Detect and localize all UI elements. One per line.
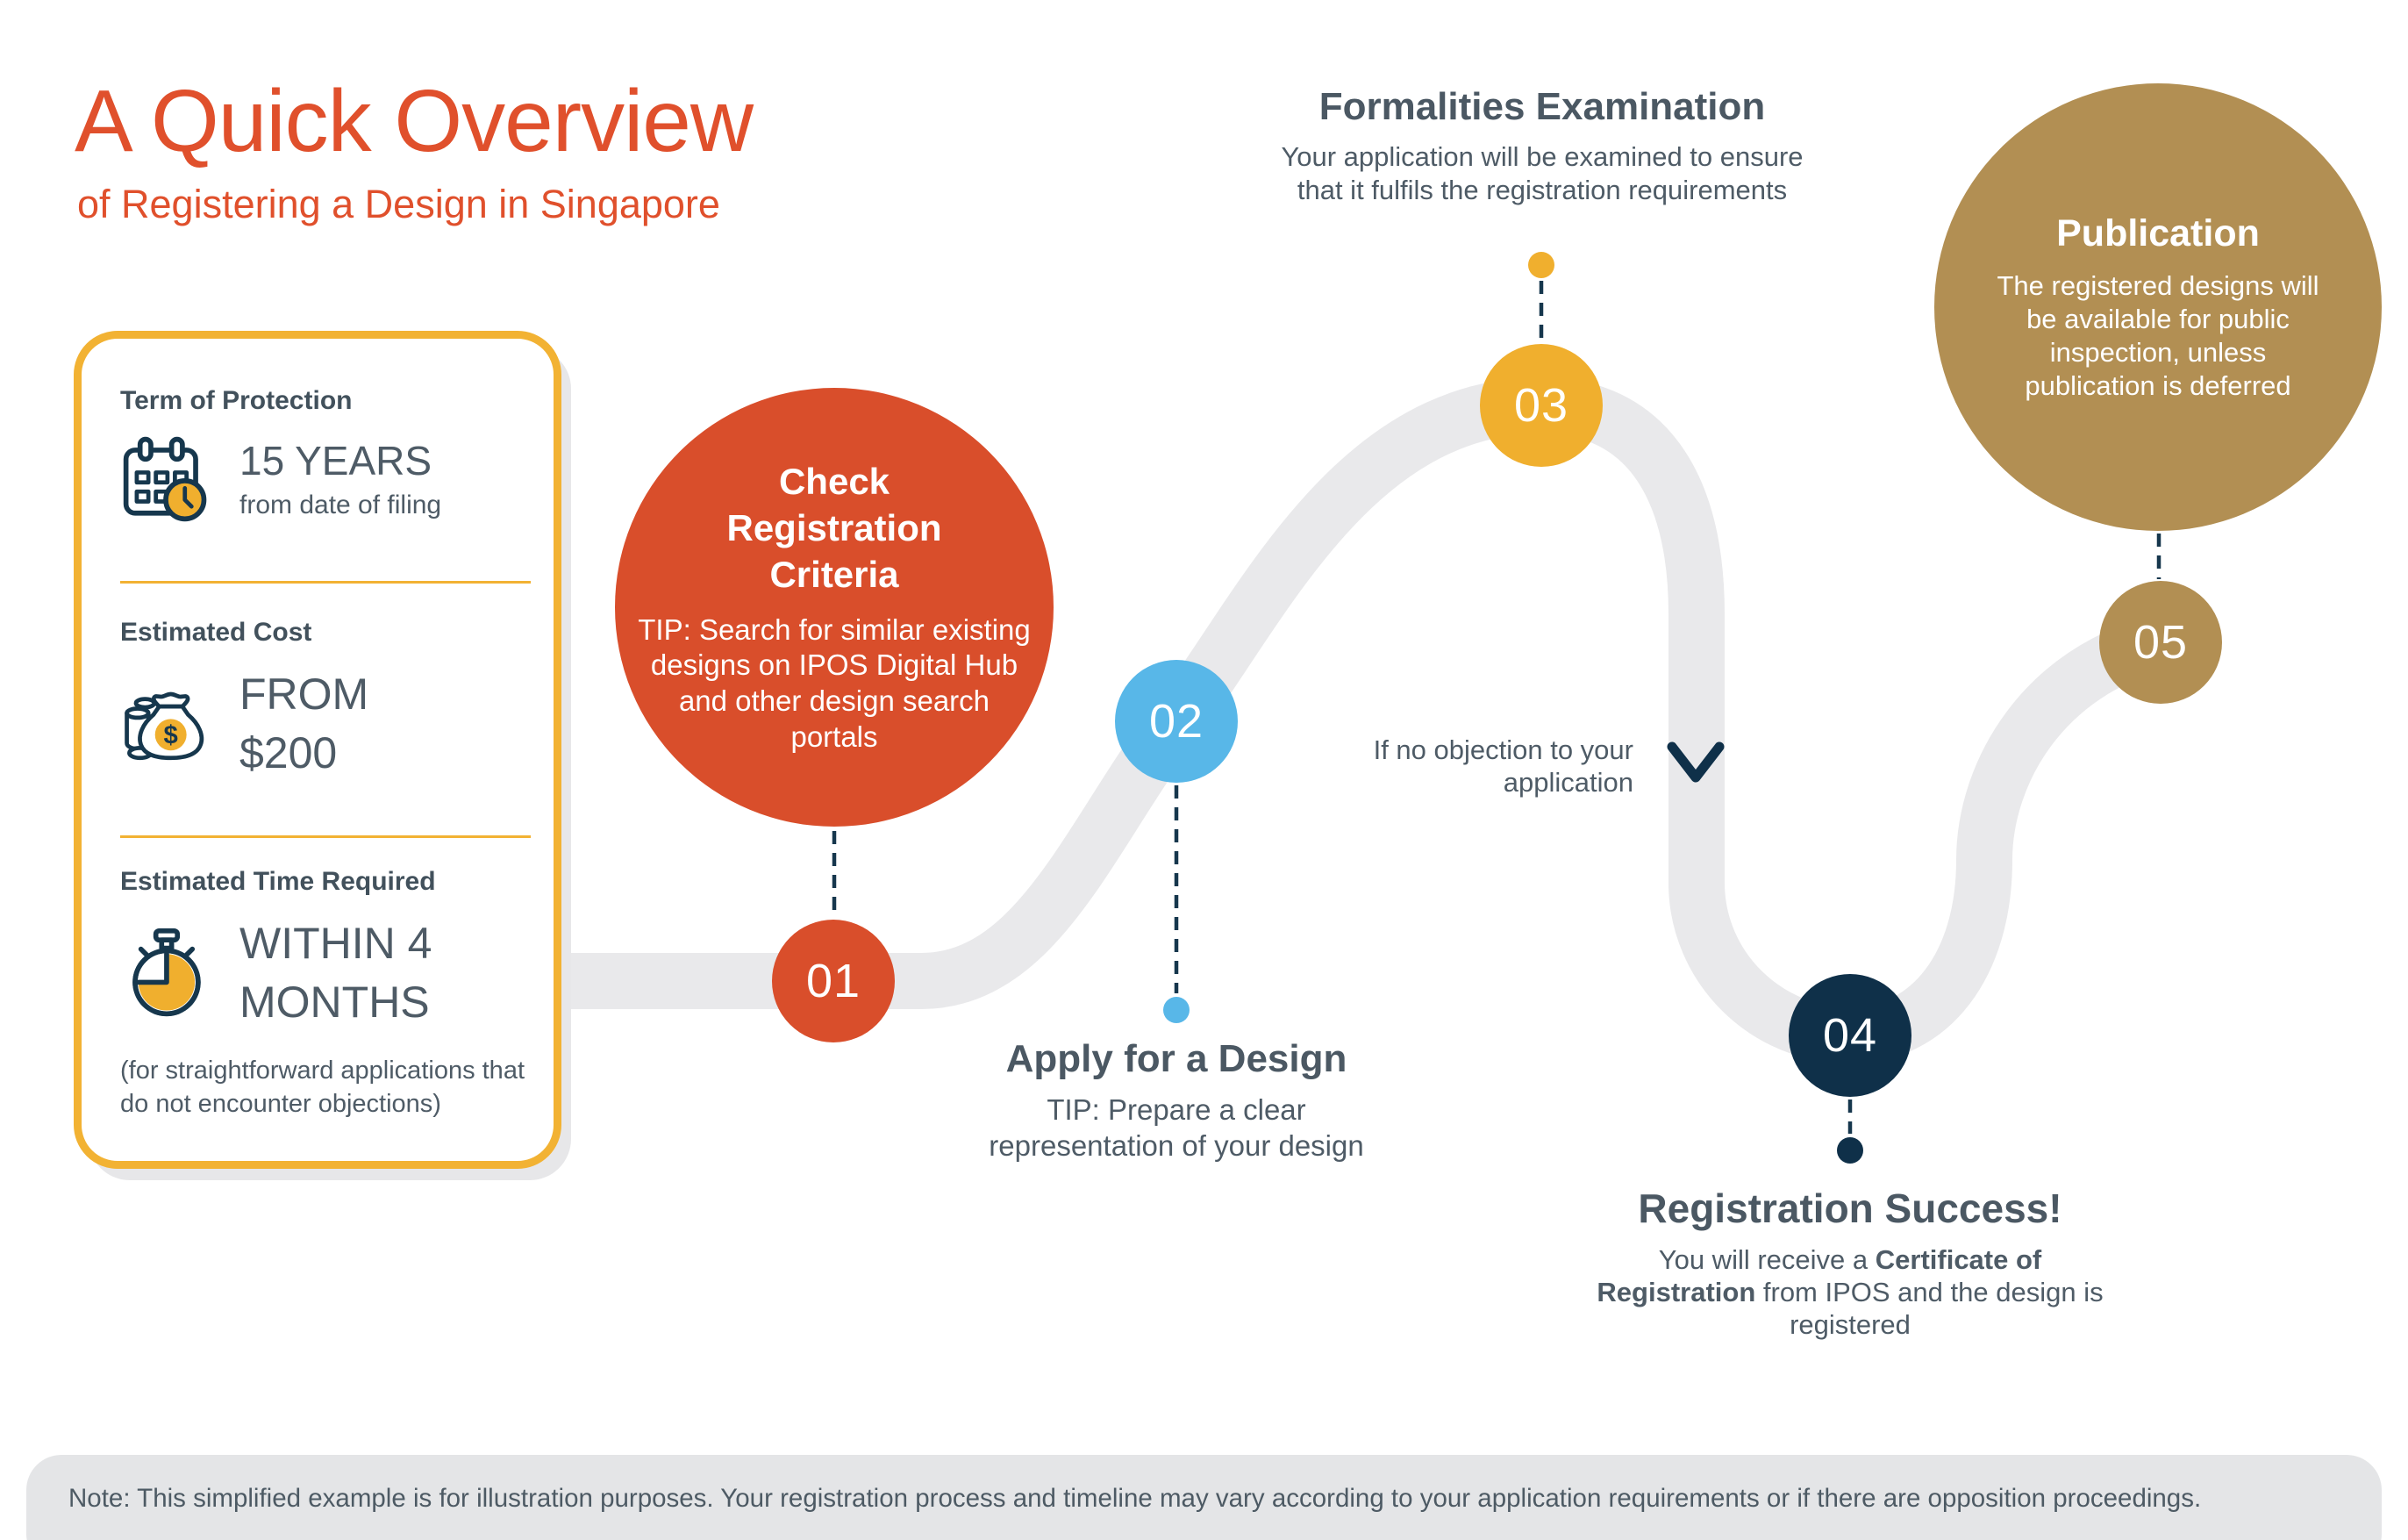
footer-note-bar xyxy=(26,1455,2382,1540)
step-3-number-badge: 03 xyxy=(1480,344,1603,467)
step-2-title: Apply for a Design xyxy=(1005,1037,1347,1080)
step-4-text-block xyxy=(1578,1186,2122,1341)
step-4-desc-bold: Certificate of Registration xyxy=(1597,1243,2042,1307)
fact-time-line2: MONTHS xyxy=(239,978,430,1027)
fact-term-caption: from date of filing xyxy=(239,490,442,519)
dot-step4 xyxy=(1837,1137,1863,1164)
step-4-number-badge: 04 xyxy=(1789,974,1911,1097)
step-4-desc-suffix: from IPOS and the design is registered xyxy=(1755,1276,2104,1340)
step-5-bubble xyxy=(1934,83,2382,531)
step-1-number-badge: 01 xyxy=(772,920,895,1042)
fact-time-label: Estimated Time Required xyxy=(120,867,436,896)
key-facts-panel xyxy=(74,331,561,1169)
step-2-number-badge: 02 xyxy=(1115,660,1238,783)
chevron-down-icon xyxy=(1672,747,1719,777)
step-2-tip: TIP: Prepare a clear representation of your design xyxy=(989,1093,1364,1162)
svg-text:$: $ xyxy=(163,720,178,750)
money-bag-icon xyxy=(120,678,211,770)
dot-step2 xyxy=(1163,997,1190,1023)
footer-note-text: Note: This simplified example is for illustration purposes. Your registration process and timeline may vary according to your application requirements or if there are opposition proceedings. xyxy=(68,1484,2202,1513)
divider xyxy=(120,581,531,584)
dot-step3 xyxy=(1528,252,1554,278)
header xyxy=(75,72,754,226)
stopwatch-icon xyxy=(120,928,211,1019)
page-subtitle: of Registering a Design in Singapore xyxy=(77,182,720,226)
step-5-title: Publication xyxy=(2056,211,2260,254)
calendar-clock-icon xyxy=(120,433,211,525)
fact-time-line1: WITHIN 4 xyxy=(239,919,432,968)
fact-cost-line2: $200 xyxy=(239,728,338,777)
page-title: A Quick Overview xyxy=(75,72,754,170)
step-1-bubble xyxy=(615,388,1054,827)
fact-term-label: Term of Protection xyxy=(120,386,353,415)
step-4-description xyxy=(1578,1243,2122,1342)
fact-cost-label: Estimated Cost xyxy=(120,618,312,647)
step-3-title: Formalities Examination xyxy=(1318,85,1766,128)
step-3-text-block xyxy=(1279,86,1805,206)
step-5-description: The registered designs will be available for public inspection, unless publication is deferred xyxy=(1997,269,2319,401)
no-objection-label: If no objection to your application xyxy=(1373,734,1633,799)
fact-cost-line1: FROM xyxy=(239,670,369,719)
step-1-title: Check Registration Criteria xyxy=(726,460,942,595)
step-1-tip: TIP: Search for similar existing designs on IPOS Digital Hub and other design search portals xyxy=(638,612,1031,754)
step-2-text-block xyxy=(975,1038,1378,1164)
fact-term-value: 15 YEARS xyxy=(239,438,432,484)
step-4-desc-prefix: You will receive a xyxy=(1658,1243,1876,1275)
fact-estimated-time xyxy=(120,867,532,1121)
fact-term-of-protection xyxy=(120,386,532,525)
fact-estimated-cost xyxy=(120,618,532,783)
fact-time-caption: (for straightforward applications that do not encounter objections) xyxy=(120,1057,525,1118)
step-3-description: Your application will be examined to ensure that it fulfils the registration requirements xyxy=(1281,141,1804,205)
step-4-title: Registration Success! xyxy=(1638,1185,2062,1231)
road-path xyxy=(333,405,2161,1035)
step-5-number-badge: 05 xyxy=(2099,581,2222,704)
divider xyxy=(120,835,531,838)
